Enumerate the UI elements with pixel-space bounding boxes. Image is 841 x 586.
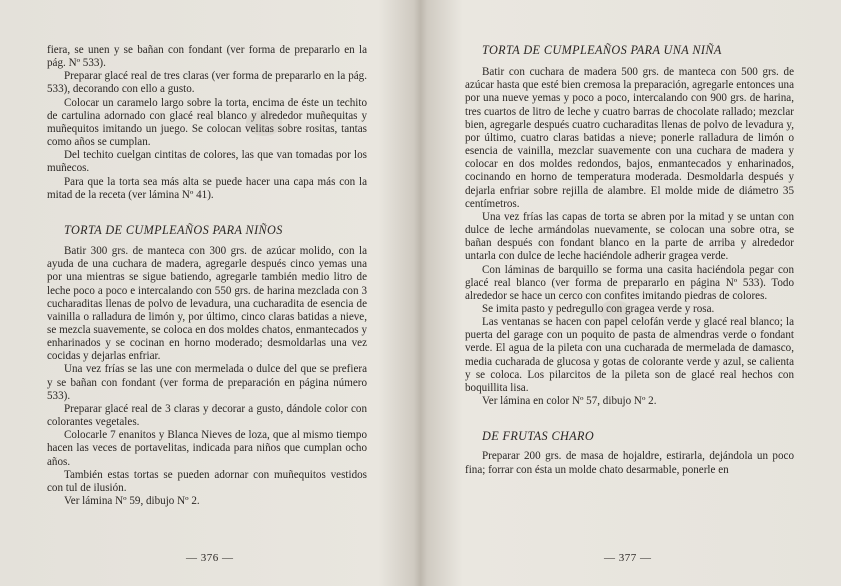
paragraph: Preparar 200 grs. de masa de hojaldre, estirarla, dejándola un poco fina; forrar con ésta un molde chato desarmable, ponerle en (465, 450, 794, 476)
paragraph: Se imita pasto y pedregullo con gragea verde y rosa. (482, 302, 715, 315)
paragraph: Ver lámina Nº 59, dibujo Nº 2. (64, 495, 200, 507)
page-number: — 376 — (186, 552, 234, 564)
right-page-text (465, 44, 794, 477)
paragraph: Una vez frías las capas de torta se abren por la mitad y se untan con dulce de leche armándolas nuevamente, se colocan una sobre otra, se bañan después con fondant blanco en la parte de arriba y alrededor untarla con dulce de leche haciéndole adherir gragea verde. (465, 210, 794, 263)
paragraph: Colocarle 7 enanitos y Blanca Nieves de loza, que al mismo tiempo hacen las veces de portavelitas, indicada para niños que cumplan ocho años. (47, 429, 367, 468)
paragraph: Las ventanas se hacen con papel celofán verde y glacé real blanco; la puerta del garage con un poquito de pasta de almendras verde o fondant verde. El agua de la pileta con una cucharada de mermelada de damasco, media cucharada de glucosa y gotas de colorante verde y azul, se calienta y se coloca. Los pilarcitos de la pileta son de glacé real hechos con boquillita lisa. (465, 316, 794, 394)
paragraph: También estas tortas se pueden adornar con muñequitos vestidos con tul de ilusión. (47, 468, 367, 494)
paragraph: Una vez frías se las une con mermelada o dulce del que se prefiera y se bañan con fondant (ver forma de preparación en página número 533). (47, 363, 367, 402)
paragraph: Batir 300 grs. de manteca con 300 grs. de azúcar molido, con la ayuda de una cuchara de madera, agregarle después cinco yemas una por una mientras se sigue batiendo, agregarle también medio litro de leche poco a poco e intercalando con 550 grs. de harina mezclada con 3 cucharaditas llenas de polvo de levadura, una cucharadita de esencia de vainilla o ralladura de limón y, por último, cinco claras batidas a nieve, se mezcla suavemente, se coloca en dos moldes chatos, enmantecados y enharinados y se cocinan en horno moderado; desmoldarlas una vez cocidas y dejarlas enfriar. (47, 245, 367, 363)
recipe-title: DE FRUTAS CHARO (482, 429, 595, 444)
paragraph: fiera, se unen y se bañan con fondant (ver forma de prepararlo en la pág. Nº 533). (47, 44, 367, 70)
recipe-title: TORTA DE CUMPLEAÑOS PARA NIÑOS (64, 222, 283, 237)
left-page (0, 0, 420, 586)
paragraph: Ver lámina en color Nº 57, dibujo Nº 2. (482, 395, 657, 408)
paragraph: Colocar un caramelo largo sobre la torta, encima de éste un techito de cartulina adornado con glacé real blanco y alrededor muñequitas y muñequitos imitando un juego. Se colocan velitas sobre rositas, tantas como años se cumplan. (47, 96, 367, 149)
page-number: — 377 — (604, 552, 652, 564)
paragraph: Preparar glacé real de 3 claras y decorar a gusto, dándole color con colorantes vegetales. (47, 402, 367, 429)
paragraph: Con láminas de barquillo se forma una casita haciéndola pegar con glacé real blanco (ver forma de prepararlo en página Nº 533). Todo alrededor se hace un cerco con confites imitando piedras de colores. (465, 263, 794, 302)
recipe-title: TORTA DE CUMPLEAÑOS PARA UNA NIÑA (482, 43, 722, 57)
paragraph: Batir con cuchara de madera 500 grs. de manteca con 500 grs. de azúcar hasta que esté bien cremosa la preparación, agregarle entonces una por una nueve yemas y poco a poco, intercalando con 900 grs. de harina, tres cuartos de litro de leche y cuatro barras de chocolate rallado; mezclar bien, agregarle después cuatro cucharaditas llenas de polvo de levadura y, por último, cuatro claras batidas a nieve; ponerle ralladura de limón o esencia de vainilla, mezclar suavemente con una cuchara de madera y colocar en dos moldes redondos, bajos, enmantecados y enharinados, cocinando en horno de temperatura moderada. Desmoldarla después y dejarla enfriar sobre rejilla de alambre. El molde mide de diámetro 35 centímetros. (465, 66, 794, 210)
paragraph: Preparar glacé real de tres claras (ver forma de prepararlo en la pág. 533), decorando con ello a gusto. (47, 70, 367, 96)
left-page-text (47, 44, 367, 508)
paragraph: Del techito cuelgan cintitas de colores, las que van tomadas por los muñecos. (47, 149, 367, 175)
right-page (421, 0, 841, 586)
paragraph: Para que la torta sea más alta se puede hacer una capa más con la mitad de la receta (ver lámina Nº 41). (47, 175, 367, 201)
